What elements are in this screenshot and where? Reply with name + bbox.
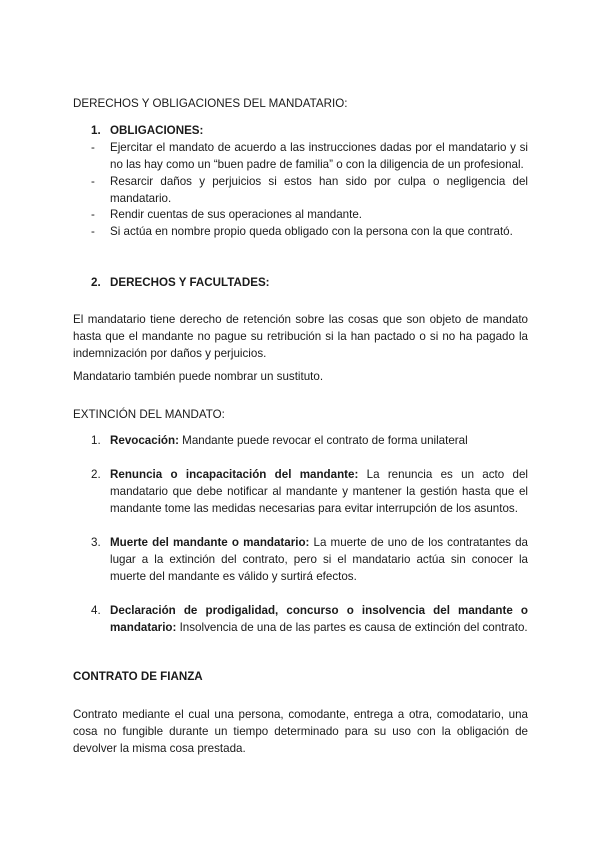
list-item-text: Ejercitar el mandato de acuerdo a las instrucciones dadas por el mandatario y si no las hay como un “buen padre de familia” o con la diligencia de un profesional. xyxy=(110,141,528,171)
list-number: 2. xyxy=(91,276,101,289)
item-title: Declaración de prodigalidad, concurso o insolvencia del mandante o mandatario: xyxy=(110,604,528,634)
list-item-text: Si actúa en nombre propio queda obligado con la persona con la que contrató. xyxy=(110,225,513,238)
list-item xyxy=(91,206,528,223)
list-number: 1. xyxy=(91,124,101,137)
list-item xyxy=(91,602,528,636)
dash-bullet: - xyxy=(91,208,95,221)
item-text: Insolvencia de una de las partes es causa de extinción del contrato. xyxy=(176,621,528,634)
subheading-obligaciones: OBLIGACIONES: xyxy=(110,124,204,137)
list-number: 2. xyxy=(91,468,101,481)
list-number: 3. xyxy=(91,536,101,549)
item-text: La muerte de uno de los contratantes da lugar a la extinción del contrato, pero si el mandatario actúa sin conocer la muerte del mandante es válido y surtirá efectos. xyxy=(110,536,528,583)
section-heading-extincion: EXTINCIÓN DEL MANDATO: xyxy=(73,408,225,421)
item-text: Mandante puede revocar el contrato de forma unilateral xyxy=(178,434,468,447)
list-number: 4. xyxy=(91,604,101,617)
list-number: 1. xyxy=(91,434,101,447)
section-heading-derechos-obligaciones: DERECHOS Y OBLIGACIONES DEL MANDATARIO: xyxy=(73,97,348,110)
dash-bullet: - xyxy=(91,141,95,154)
item-text: La renuncia es un acto del mandatario que debe notificar al mandante y mantener la gestión hasta que el mandante tome las medidas necesarias para evitar interrupción de los asuntos. xyxy=(110,468,528,515)
list-item xyxy=(91,432,528,449)
dash-bullet: - xyxy=(91,175,95,188)
list-item-text: Resarcir daños y perjuicios si estos han sido por culpa o negligencia del mandatario. xyxy=(110,175,528,205)
list-item xyxy=(91,466,528,517)
dash-bullet: - xyxy=(91,225,95,238)
item-title: Renuncia o incapacitación del mandante: xyxy=(110,468,359,481)
item-title: Muerte del mandante o mandatario: xyxy=(110,536,310,549)
list-item xyxy=(91,173,528,207)
paragraph-sustituto: Mandatario también puede nombrar un sustituto. xyxy=(73,369,324,383)
section-heading-contrato-fianza: CONTRATO DE FIANZA xyxy=(73,670,203,683)
paragraph-contrato-fianza: Contrato mediante el cual una persona, comodante, entrega a otra, comodatario, una cosa no fungible durante un tiempo determinado para su uso con la obligación de devolver la misma cosa prestada. xyxy=(73,707,528,755)
list-item-text: Rendir cuentas de sus operaciones al mandante. xyxy=(110,208,362,221)
list-item xyxy=(91,139,528,173)
subheading-derechos-facultades: DERECHOS Y FACULTADES: xyxy=(110,276,270,289)
list-item xyxy=(91,534,528,585)
paragraph-derecho-retencion: El mandatario tiene derecho de retención sobre las cosas que son objeto de mandato hasta que el mandante no pague su retribución si la han pactado o si no ha pagado la indemnización por daños y perjuicios. xyxy=(73,312,528,360)
item-title: Revocación: xyxy=(110,434,179,447)
list-item xyxy=(91,223,528,240)
